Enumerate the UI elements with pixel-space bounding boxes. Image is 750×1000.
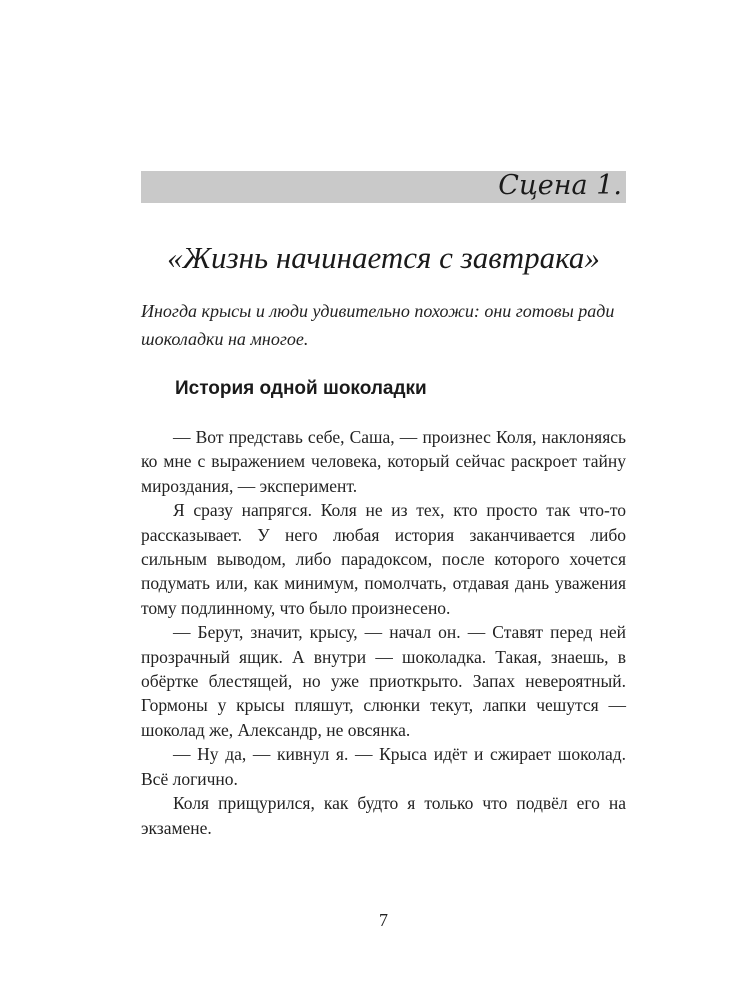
paragraph: — Берут, значит, крысу, — начал он. — Ставят перед ней прозрачный ящик. А внутри — шоколадка. Такая, знаешь, в обёртке блестящей, но уже приоткрыто. Запах невероятный. Гормоны у крысы пляшут, слюнки текут, лапки чешутся — шоколад же, Александр, не овсянка.: [141, 622, 626, 740]
section-heading: История одной шоколадки: [175, 378, 427, 399]
page-number: 7: [379, 910, 388, 930]
body-text: [141, 425, 626, 840]
chapter-title: «Жизнь начинается с завтрака»: [167, 240, 600, 275]
paragraph: — Вот представь себе, Саша, — произнес Коля, наклоняясь ко мне с выражением человека, который сейчас раскроет тайну мироздания, — эксперимент.: [141, 427, 626, 496]
epigraph: Иногда крысы и люди удивительно похожи: они готовы ради шоколадки на многое.: [141, 301, 615, 349]
scene-label: Сцена 1.: [498, 170, 622, 201]
scene-header-bar: [141, 171, 626, 203]
paragraph: Коля прищурился, как будто я только что подвёл его на экзамене.: [141, 793, 626, 838]
paragraph: — Ну да, — кивнул я. — Крыса идёт и сжирает шоколад. Всё логично.: [141, 744, 626, 789]
paragraph: Я сразу напрягся. Коля не из тех, кто просто так что-то рассказывает. У него любая история заканчивается либо сильным выводом, либо парадоксом, после которого хочется подумать или, как минимум, помолчать, отдавая дань уважения тому подлинному, что было произнесено.: [141, 500, 626, 618]
